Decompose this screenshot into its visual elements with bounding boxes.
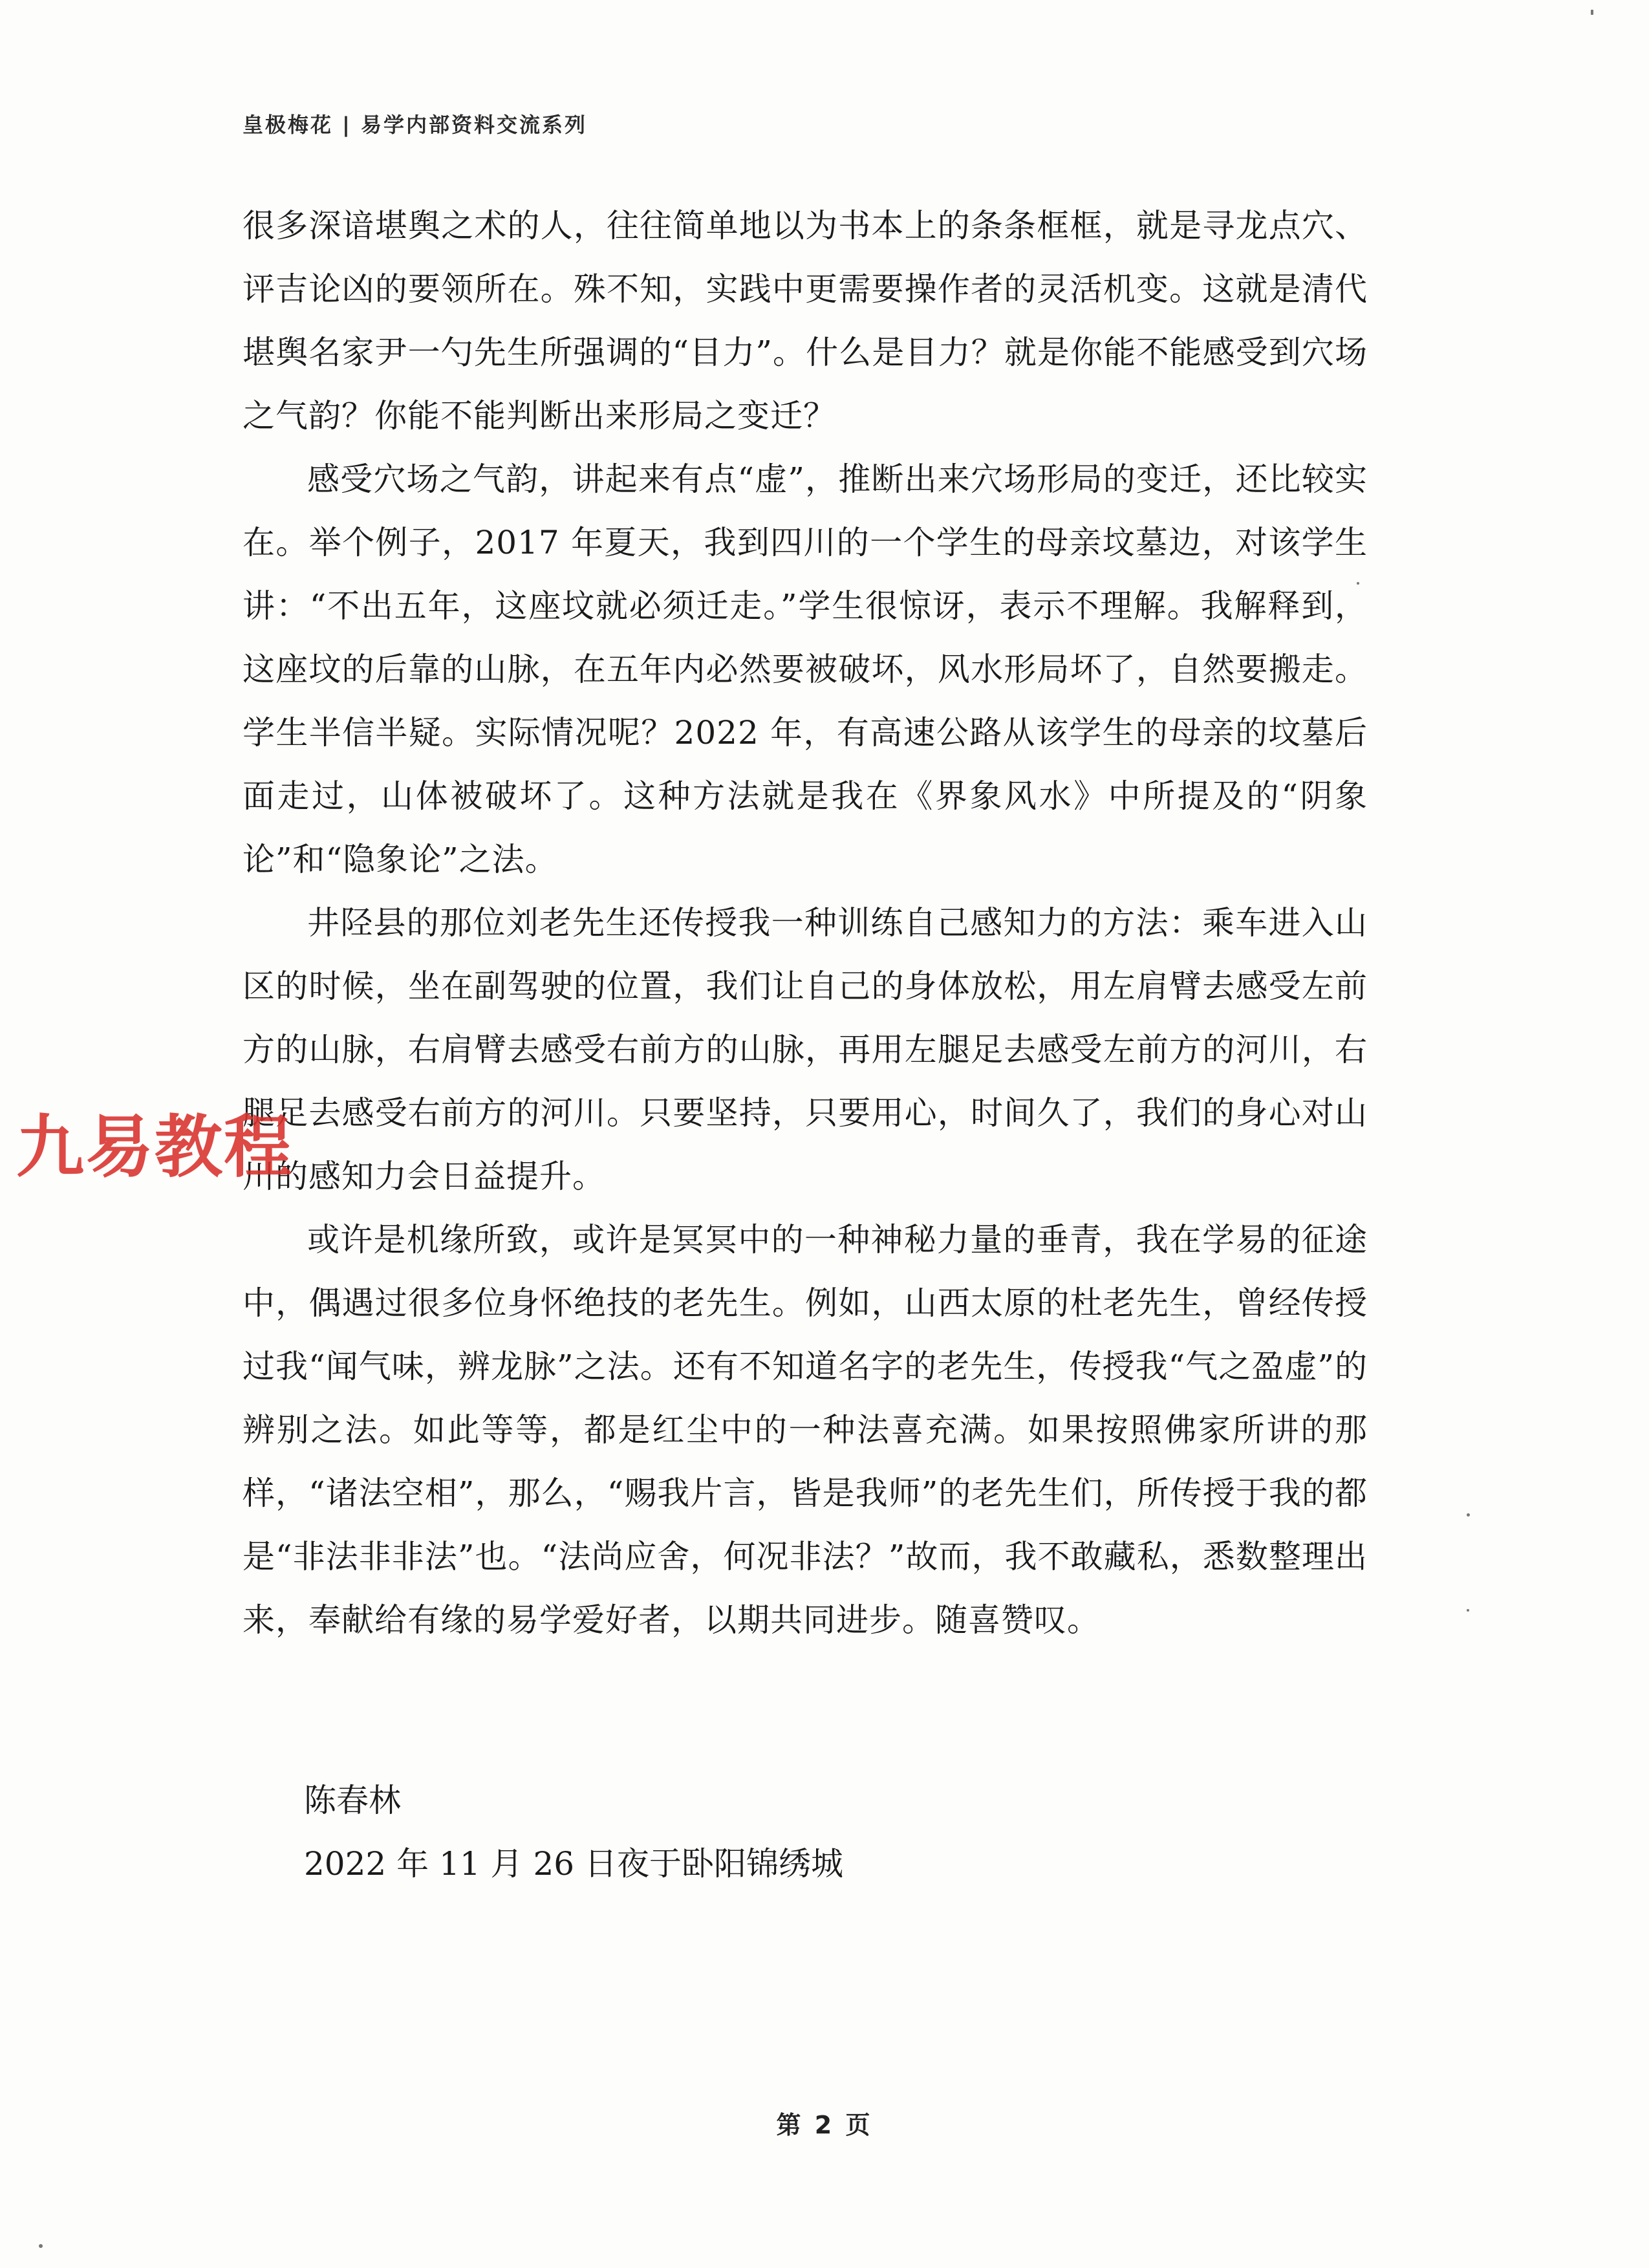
paragraph-4: 或许是机缘所致，或许是冥冥中的一种神秘力量的垂青，我在学易的征途中，偶遇过很多位身怀绝技的老先生。例如，山西太原的杜老先生，曾经传授过我“闻气味，辨龙脉”之法。还有不知道名字的老先生，传授我“气之盈虚”的辨别之法。如此等等，都是红尘中的一种法喜充满。如果按照佛家所讲的那样，“诸法空相”，那么，“赐我片言，皆是我师”的老先生们，所传授于我的都是“非法非非法”也。“法尚应舍，何况非法？”故而，我不敢藏私，悉数整理出来，奉献给有缘的易学爱好者，以期共同进步。随喜赞叹。 — [242, 1221, 1368, 1639]
scan-speck — [1467, 1513, 1470, 1517]
signature-date: 2022 年 11 月 26 日夜于卧阳锦绣城 — [304, 1845, 843, 1883]
author-name: 陈春林 — [304, 1782, 401, 1819]
body-text — [242, 194, 1368, 1652]
running-header: 皇极梅花 | 易学内部资料交流系列 — [242, 113, 587, 137]
scan-speck — [1467, 1609, 1469, 1612]
scan-speck — [39, 2244, 43, 2248]
scan-speck — [1357, 582, 1359, 585]
paragraph-3: 井陉县的那位刘老先生还传授我一种训练自己感知力的方法：乘车进入山区的时候，坐在副驾驶的位置，我们让自己的身体放松，用左肩臂去感受左前方的山脉，右肩臂去感受右前方的山脉，再用左腿足去感受左前方的河川，右腿足去感受右前方的河川。只要坚持，只要用心，时间久了，我们的身心对山川的感知力会日益提升。 — [242, 904, 1368, 1195]
paragraph-2: 感受穴场之气韵，讲起来有点“虚”，推断出来穴场形局的变迁，还比较实在。举个例子，2017 年夏天，我到四川的一个学生的母亲坟墓边，对该学生讲：“不出五年，这座坟就必须迁走。”学生很惊讶，表示不理解。我解释到，这座坟的后靠的山脉，在五年内必然要被破坏，风水形局坏了，自然要搬走。学生半信半疑。实际情况呢？2022 年，有高速公路从该学生的母亲的坟墓后面走过，山体被破坏了。这种方法就是我在《界象风水》中所提及的“阴象论”和“隐象论”之法。 — [242, 460, 1368, 878]
paragraph-1: 很多深谙堪舆之术的人，往往简单地以为书本上的条条框框，就是寻龙点穴、评吉论凶的要领所在。殊不知，实践中更需要操作者的灵活机变。这就是清代堪舆名家尹一勺先生所强调的“目力”。什么是目力？就是你能不能感受到穴场之气韵？你能不能判断出来形局之变迁？ — [242, 207, 1368, 435]
signature-block — [304, 1769, 843, 1895]
scan-speck — [1591, 10, 1593, 15]
watermark-logo: 九易教程 — [16, 1108, 294, 1187]
page-number: 第 2 页 — [776, 2111, 873, 2139]
